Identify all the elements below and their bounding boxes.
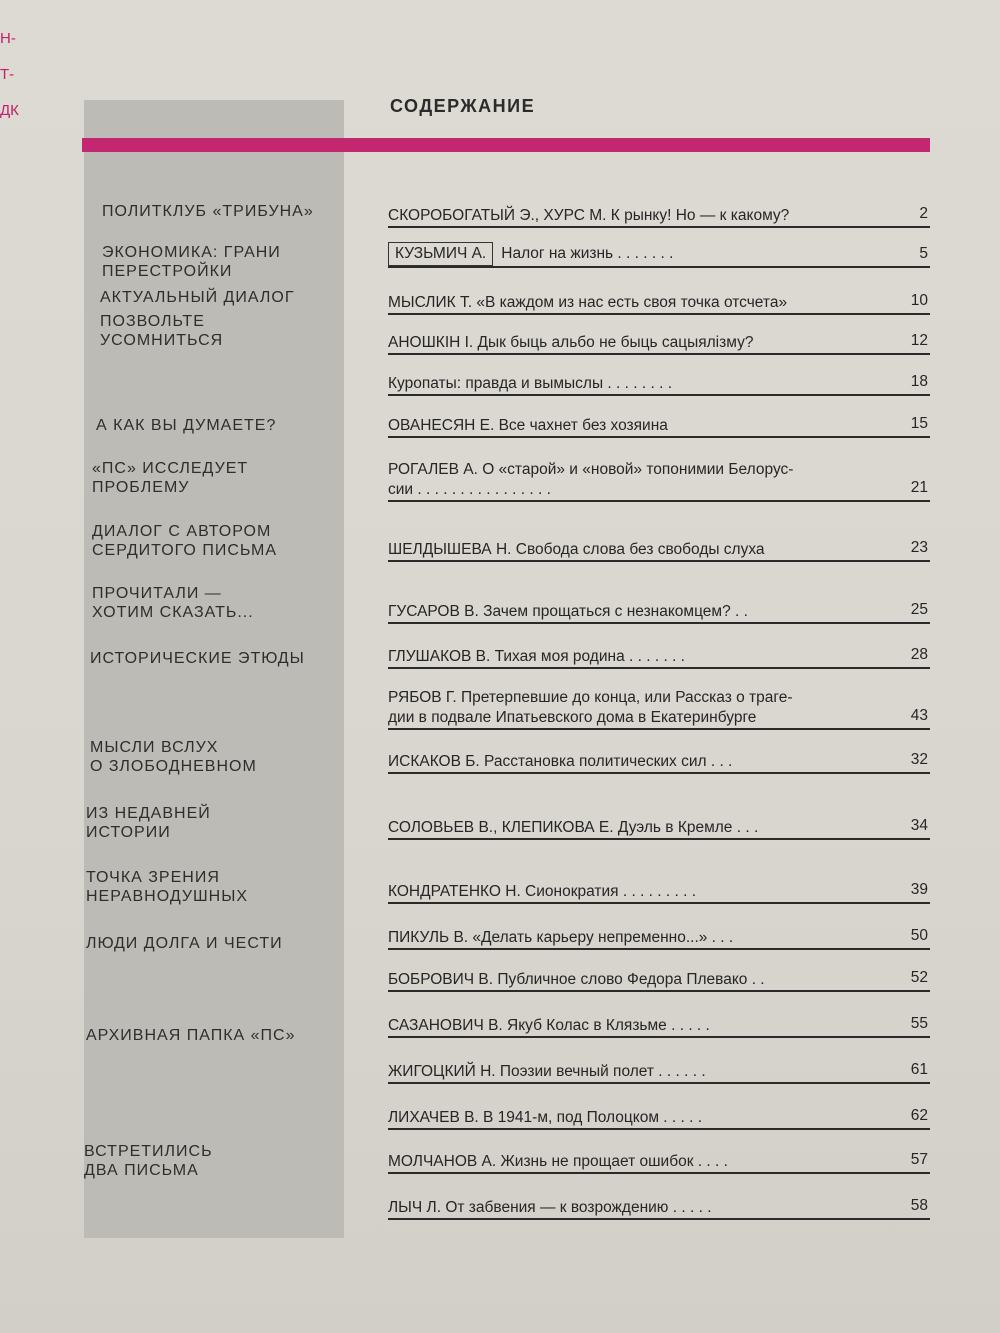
page-title: СОДЕРЖАНИЕ [390, 96, 536, 116]
entry-page: 28 [910, 646, 928, 663]
toc-entry[interactable] [388, 416, 930, 438]
entry-page: 61 [910, 1061, 928, 1078]
entry-page: 43 [910, 707, 928, 724]
entry-page: 55 [910, 1015, 928, 1032]
entry-text: СКОРОБОГАТЫЙ Э., ХУРС М. К рынку! Но — к какому? [388, 207, 790, 224]
toc-entry[interactable] [388, 602, 930, 624]
entry-text: ЖИГОЦКИЙ Н. Поэзии вечный полет . . . . . . [388, 1063, 706, 1080]
entry-page: 34 [910, 817, 928, 834]
toc-entry[interactable] [388, 647, 930, 669]
entry-page: 10 [910, 292, 928, 309]
boxed-author: КУЗЬМИЧ А. [388, 242, 493, 266]
entry-page: 32 [910, 751, 928, 768]
entry-text: ЛИХАЧЕВ В. В 1941-м, под Полоцком . . . . . [388, 1109, 703, 1126]
entry-text: ГЛУШАКОВ В. Тихая моя родина . . . . . . . [388, 648, 685, 665]
section-thoughts: МЫСЛИ ВСЛУХ О ЗЛОБОДНЕВНОМ [90, 739, 257, 775]
entry-text: Налог на жизнь . . . . . . . [501, 245, 674, 262]
entry-page: 58 [910, 1197, 928, 1214]
section-historical: ИСТОРИЧЕСКИЕ ЭТЮДЫ [90, 650, 305, 667]
toc-entry[interactable] [388, 540, 930, 562]
section-angry-letter: ДИАЛОГ С АВТОРОМ СЕРДИТОГО ПИСЬМА [92, 523, 278, 559]
entry-page: 5 [919, 245, 928, 262]
toc-entry[interactable] [388, 1152, 930, 1174]
entry-text: САЗАНОВИЧ В. Якуб Колас в Клязьме . . . . . [388, 1017, 710, 1034]
entry-page: 2 [919, 205, 928, 222]
toc-entry[interactable] [388, 293, 930, 315]
section-two-letters: ВСТРЕТИЛИСЬ ДВА ПИСЬМА [84, 1143, 213, 1179]
edge-fragment-3: ДК [0, 102, 19, 119]
entry-text: ШЕЛДЫШЕВА Н. Свобода слова без свободы слуха [388, 541, 765, 558]
entry-text: ОВАНЕСЯН Е. Все чахнет без хозяина [388, 417, 668, 434]
section-economics: ЭКОНОМИКА: ГРАНИ ПЕРЕСТРОЙКИ [102, 244, 281, 280]
section-sidebar [84, 100, 344, 1238]
entry-text: АНОШКІН І. Дык быць альбо не быць сацыялізму? [388, 334, 754, 351]
entry-text: ИСКАКОВ Б. Расстановка политических сил . . . [388, 753, 733, 770]
entry-page: 39 [910, 881, 928, 898]
section-what-think: А КАК ВЫ ДУМАЕТЕ? [96, 417, 277, 434]
section-dialog: АКТУАЛЬНЫЙ ДИАЛОГ [100, 289, 295, 306]
edge-fragment-2: Т- [0, 66, 15, 83]
toc-entry[interactable] [388, 752, 930, 774]
section-archive: АРХИВНАЯ ПАПКА «ПС» [86, 1027, 296, 1044]
edge-fragment-1: Н- [0, 30, 16, 47]
section-recent-history: ИЗ НЕДАВНЕЙ ИСТОРИИ [86, 805, 211, 841]
entry-text: КОНДРАТЕНКО Н. Сионократия . . . . . . . . . [388, 883, 697, 900]
toc-entry[interactable] [388, 818, 930, 840]
toc-entry[interactable] [388, 688, 930, 730]
entry-page: 15 [910, 415, 928, 432]
toc-entry[interactable] [388, 928, 930, 950]
accent-bar [82, 138, 930, 152]
entry-page: 25 [910, 601, 928, 618]
entry-page: 57 [910, 1151, 928, 1168]
entry-page: 52 [910, 969, 928, 986]
section-read-say: ПРОЧИТАЛИ — ХОТИМ СКАЗАТЬ... [92, 585, 254, 621]
toc-entry[interactable] [388, 970, 930, 992]
entry-text: МОЛЧАНОВ А. Жизнь не прощает ошибок . . . . [388, 1153, 728, 1170]
section-duty-honor: ЛЮДИ ДОЛГА И ЧЕСТИ [86, 935, 283, 952]
section-politklub: ПОЛИТКЛУБ «ТРИБУНА» [102, 203, 314, 220]
entry-text: РОГАЛЕВ А. О «старой» и «новой» топонимии Белорус- сии . . . . . . . . . . . . . . . . [388, 461, 794, 498]
entry-page: 50 [910, 927, 928, 944]
entry-text: ГУСАРОВ В. Зачем прощаться с незнакомцем? . . [388, 603, 748, 620]
toc-entry[interactable] [388, 460, 930, 502]
toc-entry[interactable] [388, 1016, 930, 1038]
entry-text: ПИКУЛЬ В. «Делать карьеру непременно...» . . . [388, 929, 734, 946]
entry-page: 12 [910, 332, 928, 349]
entry-text: БОБРОВИЧ В. Публичное слово Федора Плевако . . [388, 971, 765, 988]
entry-text: ЛЫЧ Л. От забвения — к возрождению . . . . . [388, 1199, 712, 1216]
section-doubt: ПОЗВОЛЬТЕ УСОМНИТЬСЯ [100, 313, 224, 349]
toc-entry[interactable] [388, 1062, 930, 1084]
entry-text: МЫСЛИК Т. «В каждом из нас есть своя точка отсчета» [388, 294, 788, 311]
toc-entry[interactable] [388, 206, 930, 228]
entry-page: 62 [910, 1107, 928, 1124]
entry-page: 18 [910, 373, 928, 390]
entry-page: 21 [910, 479, 928, 496]
toc-entry[interactable] [388, 1198, 930, 1220]
toc-entry[interactable] [388, 1108, 930, 1130]
toc-entry[interactable] [388, 882, 930, 904]
entry-text: РЯБОВ Г. Претерпевшие до конца, или Рассказ о траге- дии в подвале Ипатьевского дома в Екатеринбурге [388, 689, 793, 726]
toc-entry[interactable] [388, 242, 930, 268]
entry-text: СОЛОВЬЕВ В., КЛЕПИКОВА Е. Дуэль в Кремле . . . [388, 819, 759, 836]
section-ps-research: «ПС» ИССЛЕДУЕТ ПРОБЛЕМУ [92, 460, 249, 496]
entry-text: Куропаты: правда и вымыслы . . . . . . . . [388, 375, 673, 392]
section-viewpoint: ТОЧКА ЗРЕНИЯ НЕРАВНОДУШНЫХ [86, 869, 249, 905]
toc-entry[interactable] [388, 374, 930, 396]
toc-entry[interactable] [388, 333, 930, 355]
entry-page: 23 [910, 539, 928, 556]
